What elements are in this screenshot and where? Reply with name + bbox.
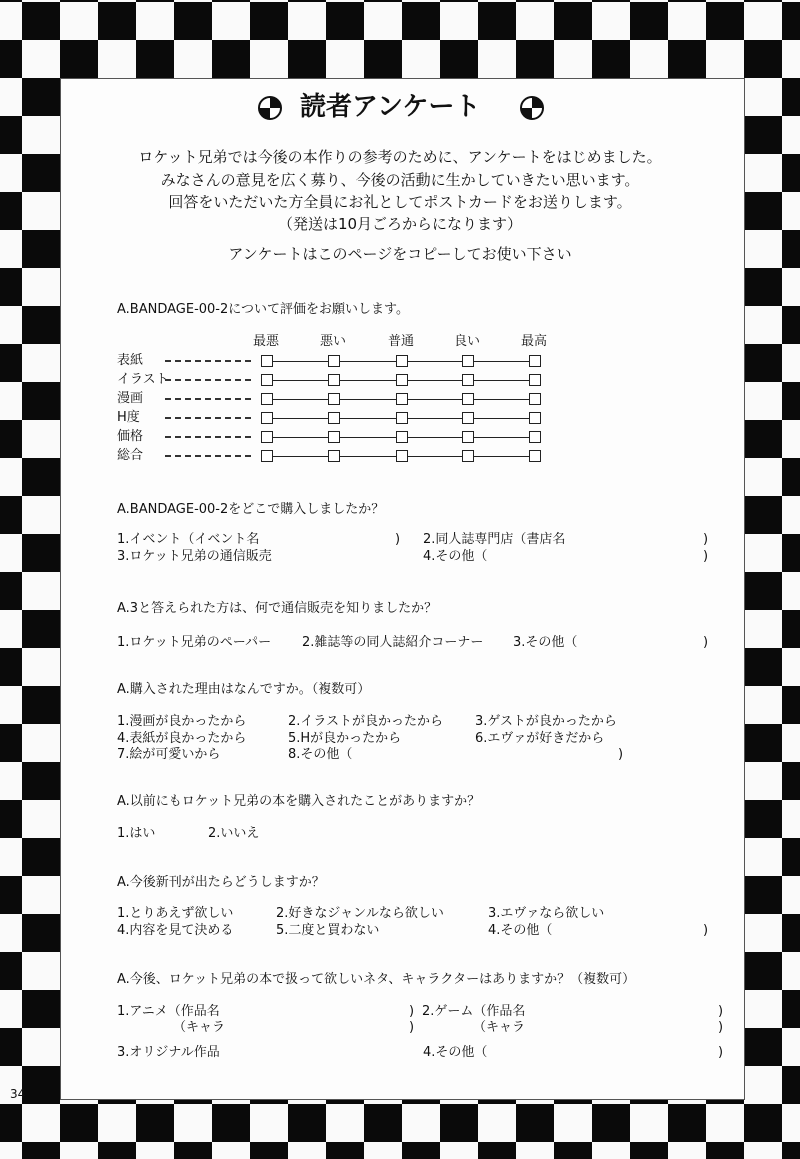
option-close: ) — [618, 747, 624, 762]
rocket-mark-icon — [520, 96, 544, 120]
option: 1.イベント（イベント名 — [117, 532, 260, 547]
scale-label: 最悪 — [253, 334, 280, 349]
rating-checkbox[interactable] — [328, 393, 340, 405]
rating-checkbox[interactable] — [261, 412, 273, 424]
connector-line — [273, 380, 328, 381]
connector-line — [474, 418, 529, 419]
leader-dashes — [165, 379, 251, 381]
rating-checkbox[interactable] — [396, 431, 408, 443]
rating-checkbox[interactable] — [529, 431, 541, 443]
rating-checkbox[interactable] — [261, 393, 273, 405]
rating-row-label: 価格 — [117, 429, 144, 444]
option: 6.エヴァが好きだから — [475, 731, 605, 746]
rating-row-label: 漫画 — [117, 391, 144, 406]
rating-checkbox[interactable] — [261, 355, 273, 367]
option: 5.Hが良かったから — [288, 731, 402, 746]
rating-checkbox[interactable] — [328, 374, 340, 386]
rating-checkbox[interactable] — [396, 355, 408, 367]
connector-line — [474, 437, 529, 438]
option: 2.ゲーム（作品名 — [422, 1004, 526, 1019]
intro-line: ロケット兄弟では今後の本作りの参考のために、アンケートをはじめました。 — [138, 148, 662, 166]
connector-line — [408, 399, 462, 400]
rating-checkbox[interactable] — [462, 374, 474, 386]
rating-checkbox[interactable] — [529, 355, 541, 367]
rating-checkbox[interactable] — [261, 450, 273, 462]
rating-row-label: イラスト — [117, 372, 169, 387]
scale-label: 悪い — [320, 334, 347, 349]
rating-checkbox[interactable] — [529, 412, 541, 424]
rating-row-label: H度 — [117, 410, 140, 425]
option: 4.その他（ — [423, 1045, 488, 1060]
page-title: 読者アンケート — [300, 92, 481, 122]
option: 3.その他（ — [513, 635, 578, 650]
question-7: A.今後、ロケット兄弟の本で扱って欲しいネタ、キャラクターはありますか？（複数可） — [117, 972, 636, 987]
connector-line — [273, 456, 328, 457]
rating-checkbox[interactable] — [328, 431, 340, 443]
leader-dashes — [165, 436, 251, 438]
option: 1.とりあえず欲しい — [117, 906, 234, 921]
option: 4.表紙が良かったから — [117, 731, 247, 746]
rating-checkbox[interactable] — [529, 374, 541, 386]
option: 3.ロケット兄弟の通信販売 — [117, 549, 272, 564]
option: 3.ゲストが良かったから — [475, 714, 617, 729]
option: （キャラ — [173, 1020, 226, 1035]
rating-checkbox[interactable] — [328, 450, 340, 462]
connector-line — [273, 437, 328, 438]
option: （キャラ — [473, 1020, 526, 1035]
option: 4.その他（ — [423, 549, 488, 564]
option-close: ) — [703, 923, 709, 938]
scale-label: 普通 — [388, 334, 415, 349]
option-close: ) — [703, 635, 709, 650]
option-close: ) — [409, 1004, 415, 1019]
connector-line — [474, 399, 529, 400]
question-1: A.BANDAGE-00-2について評価をお願いします。 — [117, 302, 409, 317]
rating-checkbox[interactable] — [529, 450, 541, 462]
rating-checkbox[interactable] — [396, 412, 408, 424]
rating-checkbox[interactable] — [396, 393, 408, 405]
option: 5.二度と買わない — [276, 923, 380, 938]
option: 2.いいえ — [208, 826, 260, 841]
rating-checkbox[interactable] — [328, 412, 340, 424]
connector-line — [273, 399, 328, 400]
option: 4.内容を見て決める — [117, 923, 234, 938]
rating-checkbox[interactable] — [396, 450, 408, 462]
connector-line — [340, 399, 396, 400]
intro-line: 回答をいただいた方全員にお礼としてポストカードをお送りします。 — [168, 193, 632, 211]
rating-checkbox[interactable] — [462, 450, 474, 462]
option: 1.ロケット兄弟のペーパー — [117, 635, 272, 650]
rating-checkbox[interactable] — [462, 412, 474, 424]
option-close: ) — [703, 532, 709, 547]
connector-line — [340, 418, 396, 419]
scale-label: 良い — [454, 334, 481, 349]
option: 4.その他（ — [488, 923, 553, 938]
option: 8.その他（ — [288, 747, 353, 762]
option: 1.アニメ（作品名 — [117, 1004, 220, 1019]
question-2: A.BANDAGE-00-2をどこで購入しましたか？ — [117, 502, 385, 517]
rating-checkbox[interactable] — [462, 355, 474, 367]
question-4: A.購入された理由はなんですか。（複数可） — [117, 682, 371, 697]
connector-line — [340, 437, 396, 438]
option-close: ) — [718, 1004, 724, 1019]
rating-checkbox[interactable] — [328, 355, 340, 367]
option: 2.同人誌専門店（書店名 — [423, 532, 566, 547]
connector-line — [273, 361, 328, 362]
copy-note: アンケートはこのページをコピーしてお使い下さい — [228, 245, 572, 263]
connector-line — [340, 361, 396, 362]
option: 2.雑誌等の同人誌紹介コーナー — [302, 635, 484, 650]
option: 7.絵が可愛いから — [117, 747, 221, 762]
connector-line — [474, 380, 529, 381]
rating-checkbox[interactable] — [462, 393, 474, 405]
leader-dashes — [165, 455, 251, 457]
option: 1.漫画が良かったから — [117, 714, 247, 729]
leader-dashes — [165, 417, 251, 419]
question-3: A.3と答えられた方は、何で通信販売を知りましたか？ — [117, 601, 438, 616]
leader-dashes — [165, 360, 251, 362]
rating-checkbox[interactable] — [529, 393, 541, 405]
connector-line — [474, 361, 529, 362]
connector-line — [340, 456, 396, 457]
connector-line — [408, 361, 462, 362]
connector-line — [408, 456, 462, 457]
option: 3.エヴァなら欲しい — [488, 906, 605, 921]
option-close: ) — [703, 549, 709, 564]
leader-dashes — [165, 398, 251, 400]
connector-line — [408, 418, 462, 419]
question-6: A.今後新刊が出たらどうしますか？ — [117, 875, 325, 890]
rating-row-label: 表紙 — [117, 353, 144, 368]
intro-line: （発送は10月ごろからになります） — [277, 215, 523, 233]
option: 1.はい — [117, 826, 156, 841]
rating-checkbox[interactable] — [462, 431, 474, 443]
connector-line — [408, 380, 462, 381]
rating-checkbox[interactable] — [396, 374, 408, 386]
option: 2.イラストが良かったから — [288, 714, 444, 729]
connector-line — [273, 418, 328, 419]
question-5: A.以前にもロケット兄弟の本を購入されたことがありますか？ — [117, 794, 481, 809]
connector-line — [340, 380, 396, 381]
connector-line — [474, 456, 529, 457]
intro-line: みなさんの意見を広く募り、今後の活動に生かしていきたい思います。 — [160, 171, 640, 189]
option-close: ) — [718, 1045, 724, 1060]
rating-checkbox[interactable] — [261, 431, 273, 443]
option: 3.オリジナル作品 — [117, 1045, 220, 1060]
option-close: ) — [409, 1020, 415, 1035]
connector-line — [408, 437, 462, 438]
rating-checkbox[interactable] — [261, 374, 273, 386]
scale-label: 最高 — [521, 334, 548, 349]
option-close: ) — [718, 1020, 724, 1035]
option: 2.好きなジャンルなら欲しい — [276, 906, 444, 921]
rocket-mark-icon — [258, 96, 282, 120]
option-close: ) — [395, 532, 401, 547]
rating-row-label: 総合 — [117, 448, 144, 463]
page-number: 34 — [10, 1087, 26, 1101]
